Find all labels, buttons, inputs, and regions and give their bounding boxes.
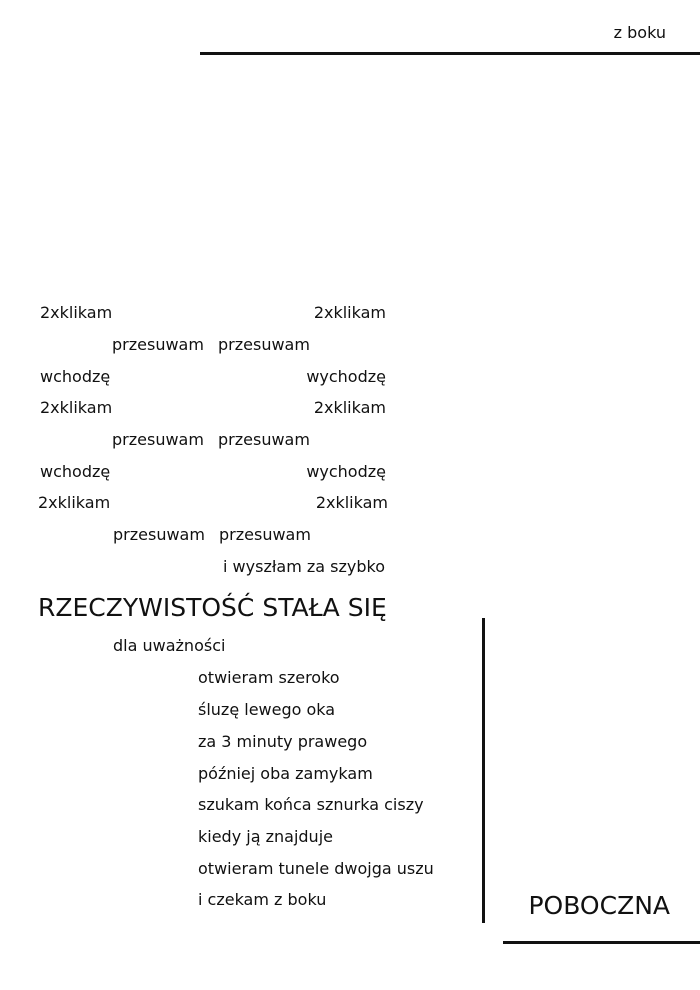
verse-right-8: przesuwam [219,525,311,544]
verse-right-3: wychodzę [306,367,386,386]
footer-rule [503,941,700,944]
poem-heading: RZECZYWISTOŚĆ STAŁA SIĘ [38,593,387,622]
verse-right-1: 2xklikam [313,303,386,322]
header-label: z boku [613,23,666,42]
stanza-line-6: kiedy ją znajduje [198,827,333,846]
verse-right-4: 2xklikam [313,398,386,417]
verse-left-1: 2xklikam [40,303,113,322]
footer-label: POBOCZNA [528,891,670,920]
stanza-line-1: otwieram szeroko [198,668,340,687]
stanza-lead: dla uważności [113,636,226,655]
verse-right-2: przesuwam [218,335,310,354]
verse-left-6: wchodzę [40,462,111,481]
verse-right-6: wychodzę [306,462,386,481]
stanza-line-3: za 3 minuty prawego [198,732,368,751]
side-rule [482,618,485,923]
stanza-line-2: śluzę lewego oka [198,700,336,719]
verse-left-8: przesuwam [113,525,205,544]
verse-left-5: przesuwam [112,430,204,449]
verse-right-7: 2xklikam [315,493,388,512]
verse-left-3: wchodzę [40,367,111,386]
verse-left-4: 2xklikam [40,398,113,417]
header-rule [200,52,700,55]
verse-left-7: 2xklikam [38,493,111,512]
stanza-line-5: szukam końca sznurka ciszy [198,795,424,814]
verse-left-2: przesuwam [112,335,204,354]
verse-right-5: przesuwam [218,430,310,449]
verse-closing: i wyszłam za szybko [223,557,385,576]
stanza-line-7: otwieram tunele dwojga uszu [198,859,434,878]
stanza-line-4: później oba zamykam [198,764,373,783]
stanza-line-8: i czekam z boku [198,890,327,909]
